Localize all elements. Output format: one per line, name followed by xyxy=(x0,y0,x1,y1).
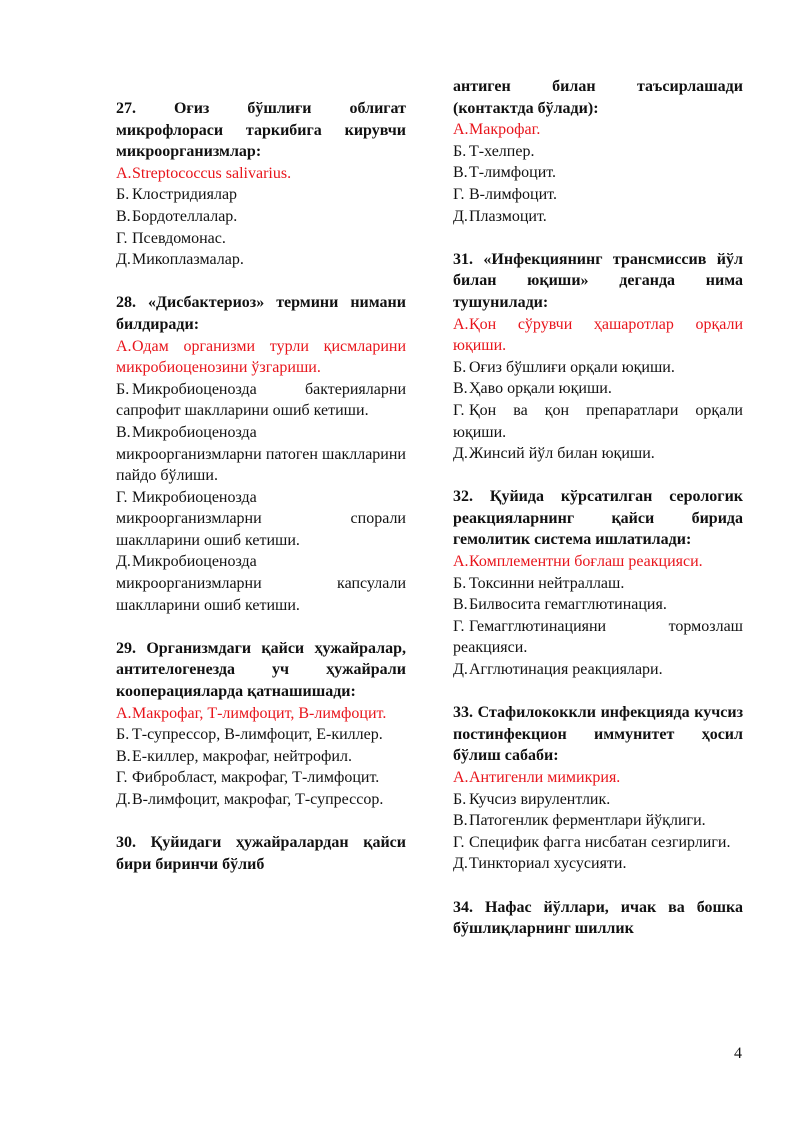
answer-option-correct xyxy=(453,767,743,789)
answer-option xyxy=(453,594,743,616)
answer-option xyxy=(453,789,743,811)
option-text: Одам организми турли қисмларини микробиоценозини ўзгариши. xyxy=(116,337,406,377)
option-text: Streptococcus salivarius. xyxy=(132,164,292,182)
option-text: В-лимфоцит. xyxy=(469,185,557,203)
answer-option xyxy=(116,767,406,789)
answer-option xyxy=(453,659,743,681)
option-text: Микробиоценозда микроорганизмларни капсулали шаклларини ошиб кетиши. xyxy=(116,553,406,614)
answer-option-correct xyxy=(116,336,406,379)
option-text: Макрофаг, Т-лимфоцит, В-лимфоцит. xyxy=(132,704,387,722)
option-text: Микоплазмалар. xyxy=(132,251,244,269)
option-letter: Д. xyxy=(453,207,468,225)
option-text: Билвосита гемагглютинация. xyxy=(469,596,667,614)
option-letter: А. xyxy=(453,315,469,333)
option-text: Т-хелпер. xyxy=(469,142,535,160)
option-text: Қон ва қон препаратлари орқали юқиши. xyxy=(453,401,743,441)
option-text: Патогенлик ферментлари йўқлиги. xyxy=(469,812,706,830)
option-text: Макрофаг. xyxy=(469,121,541,139)
option-text: Плазмоцит. xyxy=(469,207,547,225)
option-text: Жинсий йўл билан юқиши. xyxy=(469,445,655,463)
answer-option xyxy=(453,357,743,379)
option-letter: Б. xyxy=(453,358,467,376)
option-letter: Д. xyxy=(116,553,131,571)
answer-option-correct xyxy=(453,314,743,357)
answer-option xyxy=(116,379,406,422)
question-title: 34. Нафас йўллари, ичак ва бошка бўшлиқларнинг шиллик xyxy=(453,898,743,938)
option-text: Псевдомонас. xyxy=(132,229,226,247)
answer-option xyxy=(116,789,406,811)
option-letter: Б. xyxy=(453,142,467,160)
question-block xyxy=(453,249,743,465)
option-text: Комплементни боғлаш реакцияси. xyxy=(469,553,703,571)
answer-option xyxy=(116,746,406,768)
answer-option xyxy=(453,400,743,443)
option-text: Антигенли мимикрия. xyxy=(469,769,621,786)
answer-option xyxy=(453,853,743,875)
page-number: 4 xyxy=(734,1045,742,1062)
option-letter: Д. xyxy=(453,855,468,873)
option-text: Специфик фагга нисбатан сезгирлиги. xyxy=(469,833,731,851)
answer-option xyxy=(453,616,743,659)
option-letter: В. xyxy=(453,164,468,182)
option-letter: В. xyxy=(453,380,468,398)
option-letter: Г. xyxy=(116,229,128,247)
answer-option xyxy=(116,487,406,552)
answer-option xyxy=(453,443,743,465)
question-title: 28. «Дисбактериоз» термини нимани билдиради: xyxy=(116,294,406,333)
option-letter: В. xyxy=(453,812,468,830)
option-letter: Г. xyxy=(453,617,465,635)
question-title: 32. Қуйида кўрсатилган серологик реакцияларнинг қайси бирида гемолитик система ишлатилади: xyxy=(453,488,743,549)
option-letter: Г. xyxy=(116,769,128,787)
option-letter: В. xyxy=(116,747,131,765)
answer-option xyxy=(116,422,406,487)
question-block xyxy=(116,98,406,271)
option-letter: А. xyxy=(116,704,132,722)
option-text: Кучсиз вирулентлик. xyxy=(469,790,611,808)
option-letter: В. xyxy=(116,207,131,225)
option-letter: Г. xyxy=(116,488,128,506)
answer-option xyxy=(453,141,743,163)
answer-option-correct xyxy=(453,119,743,141)
option-text: Бордотеллалар. xyxy=(132,207,238,225)
question-block xyxy=(116,292,406,616)
option-letter: Д. xyxy=(453,661,468,679)
question-block xyxy=(453,76,743,227)
option-letter: Д. xyxy=(116,791,131,808)
option-letter: Д. xyxy=(453,445,468,463)
left-column xyxy=(116,98,406,897)
question-block xyxy=(116,638,406,811)
option-letter: Б. xyxy=(453,574,467,592)
question-block xyxy=(453,897,743,940)
answer-option-correct xyxy=(116,163,406,185)
answer-option xyxy=(453,162,743,184)
answer-option xyxy=(453,184,743,206)
question-title: 31. «Инфекциянинг трансмиссив йўл билан юқиши» деганда нима тушунилади: xyxy=(453,250,743,311)
option-letter: А. xyxy=(453,769,469,786)
option-text: Тинкториал хусусияти. xyxy=(469,855,627,873)
question-title: 33. Стафилококкли инфекцияда кучсиз постинфекцион иммунитет ҳосил бўлиш сабаби: xyxy=(453,704,743,765)
option-text: Оғиз бўшлиғи орқали юқиши. xyxy=(469,358,675,376)
question-title: 27. Оғиз бўшлиғи облигат микрофлораси таркибига кирувчи микроорганизмлар: xyxy=(116,100,406,161)
answer-option-correct xyxy=(116,703,406,725)
answer-option xyxy=(116,206,406,228)
option-letter: Б. xyxy=(116,726,130,744)
option-letter: Г. xyxy=(453,401,465,419)
option-text: Ҳаво орқали юқиши. xyxy=(469,380,612,398)
option-letter: Д. xyxy=(116,251,131,269)
answer-option-correct xyxy=(453,551,743,573)
right-column xyxy=(453,76,743,961)
option-letter: А. xyxy=(116,164,132,182)
option-text: Микробиоценозда микроорганизмларни патоген шаклларини пайдо бўлиши. xyxy=(116,423,406,485)
option-letter: Б. xyxy=(116,186,130,204)
option-letter: А. xyxy=(116,337,132,355)
answer-option xyxy=(453,378,743,400)
option-letter: А. xyxy=(453,121,469,139)
question-title: антиген билан таъсирлашади (контактда бўлади): xyxy=(453,78,743,117)
option-letter: Б. xyxy=(453,790,467,808)
option-text: Т-супрессор, В-лимфоцит, Е-киллер. xyxy=(132,726,383,744)
option-text: Қон сўрувчи ҳашаротлар орқали юқиши. xyxy=(453,315,743,355)
answer-option xyxy=(116,551,406,616)
answer-option xyxy=(116,249,406,271)
question-block xyxy=(453,486,743,680)
option-text: Микробиоценозда бактерияларни сапрофит шаклларини ошиб кетиши. xyxy=(116,380,406,420)
option-text: Агглютинация реакциялари. xyxy=(469,661,663,679)
option-letter: А. xyxy=(453,553,469,571)
question-title: 30. Қуйидаги ҳужайралардан қайси бири биринчи бўлиб xyxy=(116,834,406,873)
option-text: Клостридиялар xyxy=(132,186,238,204)
answer-option xyxy=(453,206,743,228)
option-text: Гемагглютинацияни тормозлаш реакцияси. xyxy=(453,617,743,657)
answer-option xyxy=(116,228,406,250)
option-text: Микробиоценозда микроорганизмларни спорали шаклларини ошиб кетиши. xyxy=(116,488,406,549)
option-letter: В. xyxy=(453,596,468,614)
question-title: 29. Организмдаги қайси ҳужайралар, антителогенезда уч ҳужайрали кооперацияларда қатнашишади: xyxy=(116,639,406,701)
question-block xyxy=(116,832,406,875)
answer-option xyxy=(453,573,743,595)
option-text: Токсинни нейтраллаш. xyxy=(469,574,625,592)
option-text: Фибробласт, макрофаг, Т-лимфоцит. xyxy=(132,769,380,787)
answer-option xyxy=(453,832,743,854)
question-block xyxy=(453,702,743,875)
option-text: Е-киллер, макрофаг, нейтрофил. xyxy=(132,747,352,765)
option-text: Т-лимфоцит. xyxy=(469,164,557,182)
answer-option xyxy=(116,184,406,206)
option-letter: В. xyxy=(116,423,131,441)
answer-option xyxy=(453,810,743,832)
option-text: В-лимфоцит, макрофаг, Т-супрессор. xyxy=(132,791,384,808)
answer-option xyxy=(116,724,406,746)
option-letter: Г. xyxy=(453,833,465,851)
option-letter: Г. xyxy=(453,185,465,203)
option-letter: Б. xyxy=(116,380,130,398)
